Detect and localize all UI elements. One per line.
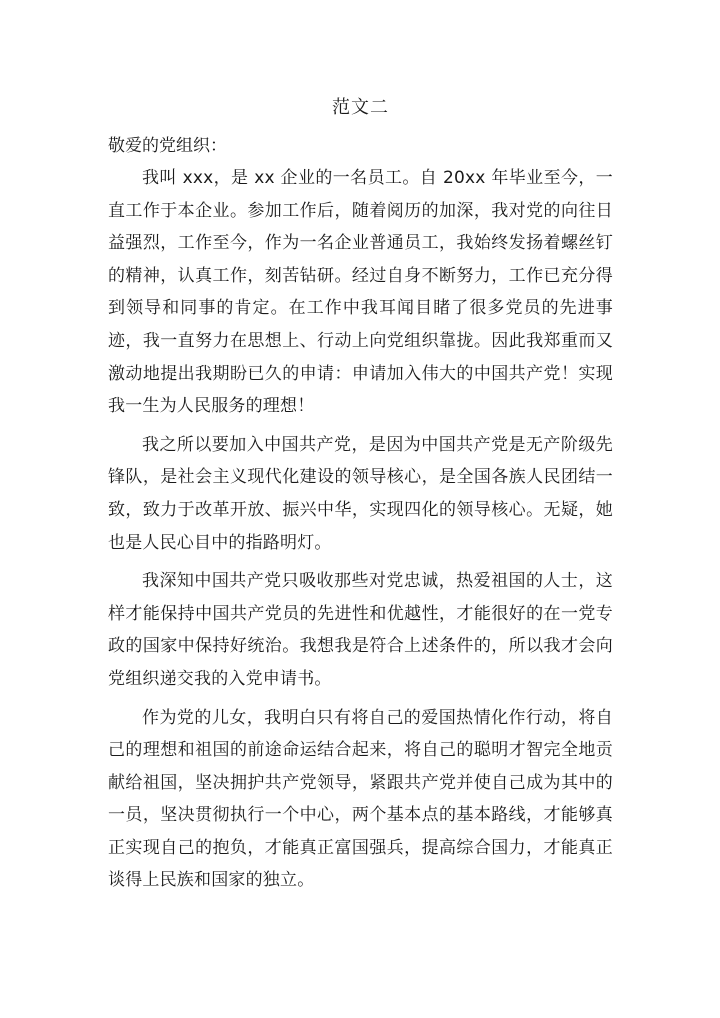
document-page bbox=[108, 92, 613, 903]
document-title: 范文二 bbox=[332, 97, 389, 118]
paragraph-2: 我之所以要加入中国共产党，是因为中国共产党是无产阶级先锋队，是社会主义现代化建设的领导核心，是全国各族人民团结一致，致力于改革开放、振兴中华，实现四化的领导核心。无疑，她也是人民心目中的指路明灯。 bbox=[108, 434, 613, 553]
salutation: 敬爱的党组织： bbox=[108, 136, 227, 156]
paragraph-3: 我深知中国共产党只吸收那些对党忠诚，热爱祖国的人士，这样才能保持中国共产党员的先进性和优越性，才能很好的在一党专政的国家中保持好统治。我想我是符合上述条件的，所以我才会向党组织递交我的入党申请书。 bbox=[108, 571, 613, 689]
paragraph-4: 作为党的儿女，我明白只有将自己的爱国热情化作行动，将自己的理想和祖国的前途命运结合起来，将自己的聪明才智完全地贡献给祖国，坚决拥护共产党领导，紧跟共产党并使自己成为其中的一员，坚决贯彻执行一个中心，两个基本点的基本路线，才能够真正实现自己的抱负，才能真正富国强兵，提高综合国力，才能真正谈得上民族和国家的独立。 bbox=[108, 707, 613, 891]
paragraph-1: 我叫 xxx，是 xx 企业的一名员工。自 20xx 年毕业至今，一直工作于本企业。参加工作后，随着阅历的加深，我对党的向往日益强烈，工作至今，作为一名企业普通员工，我始终发扬着螺丝钉的精神，认真工作，刻苦钻研。经过自身不断努力，工作已充分得到领导和同事的肯定。在工作中我耳闻目睹了很多党员的先进事迹，我一直努力在思想上、行动上向党组织靠拢。因此我郑重而又激动地提出我期盼已久的申请：申请加入伟大的中国共产党！实现我一生为人民服务的理想！ bbox=[108, 168, 613, 417]
